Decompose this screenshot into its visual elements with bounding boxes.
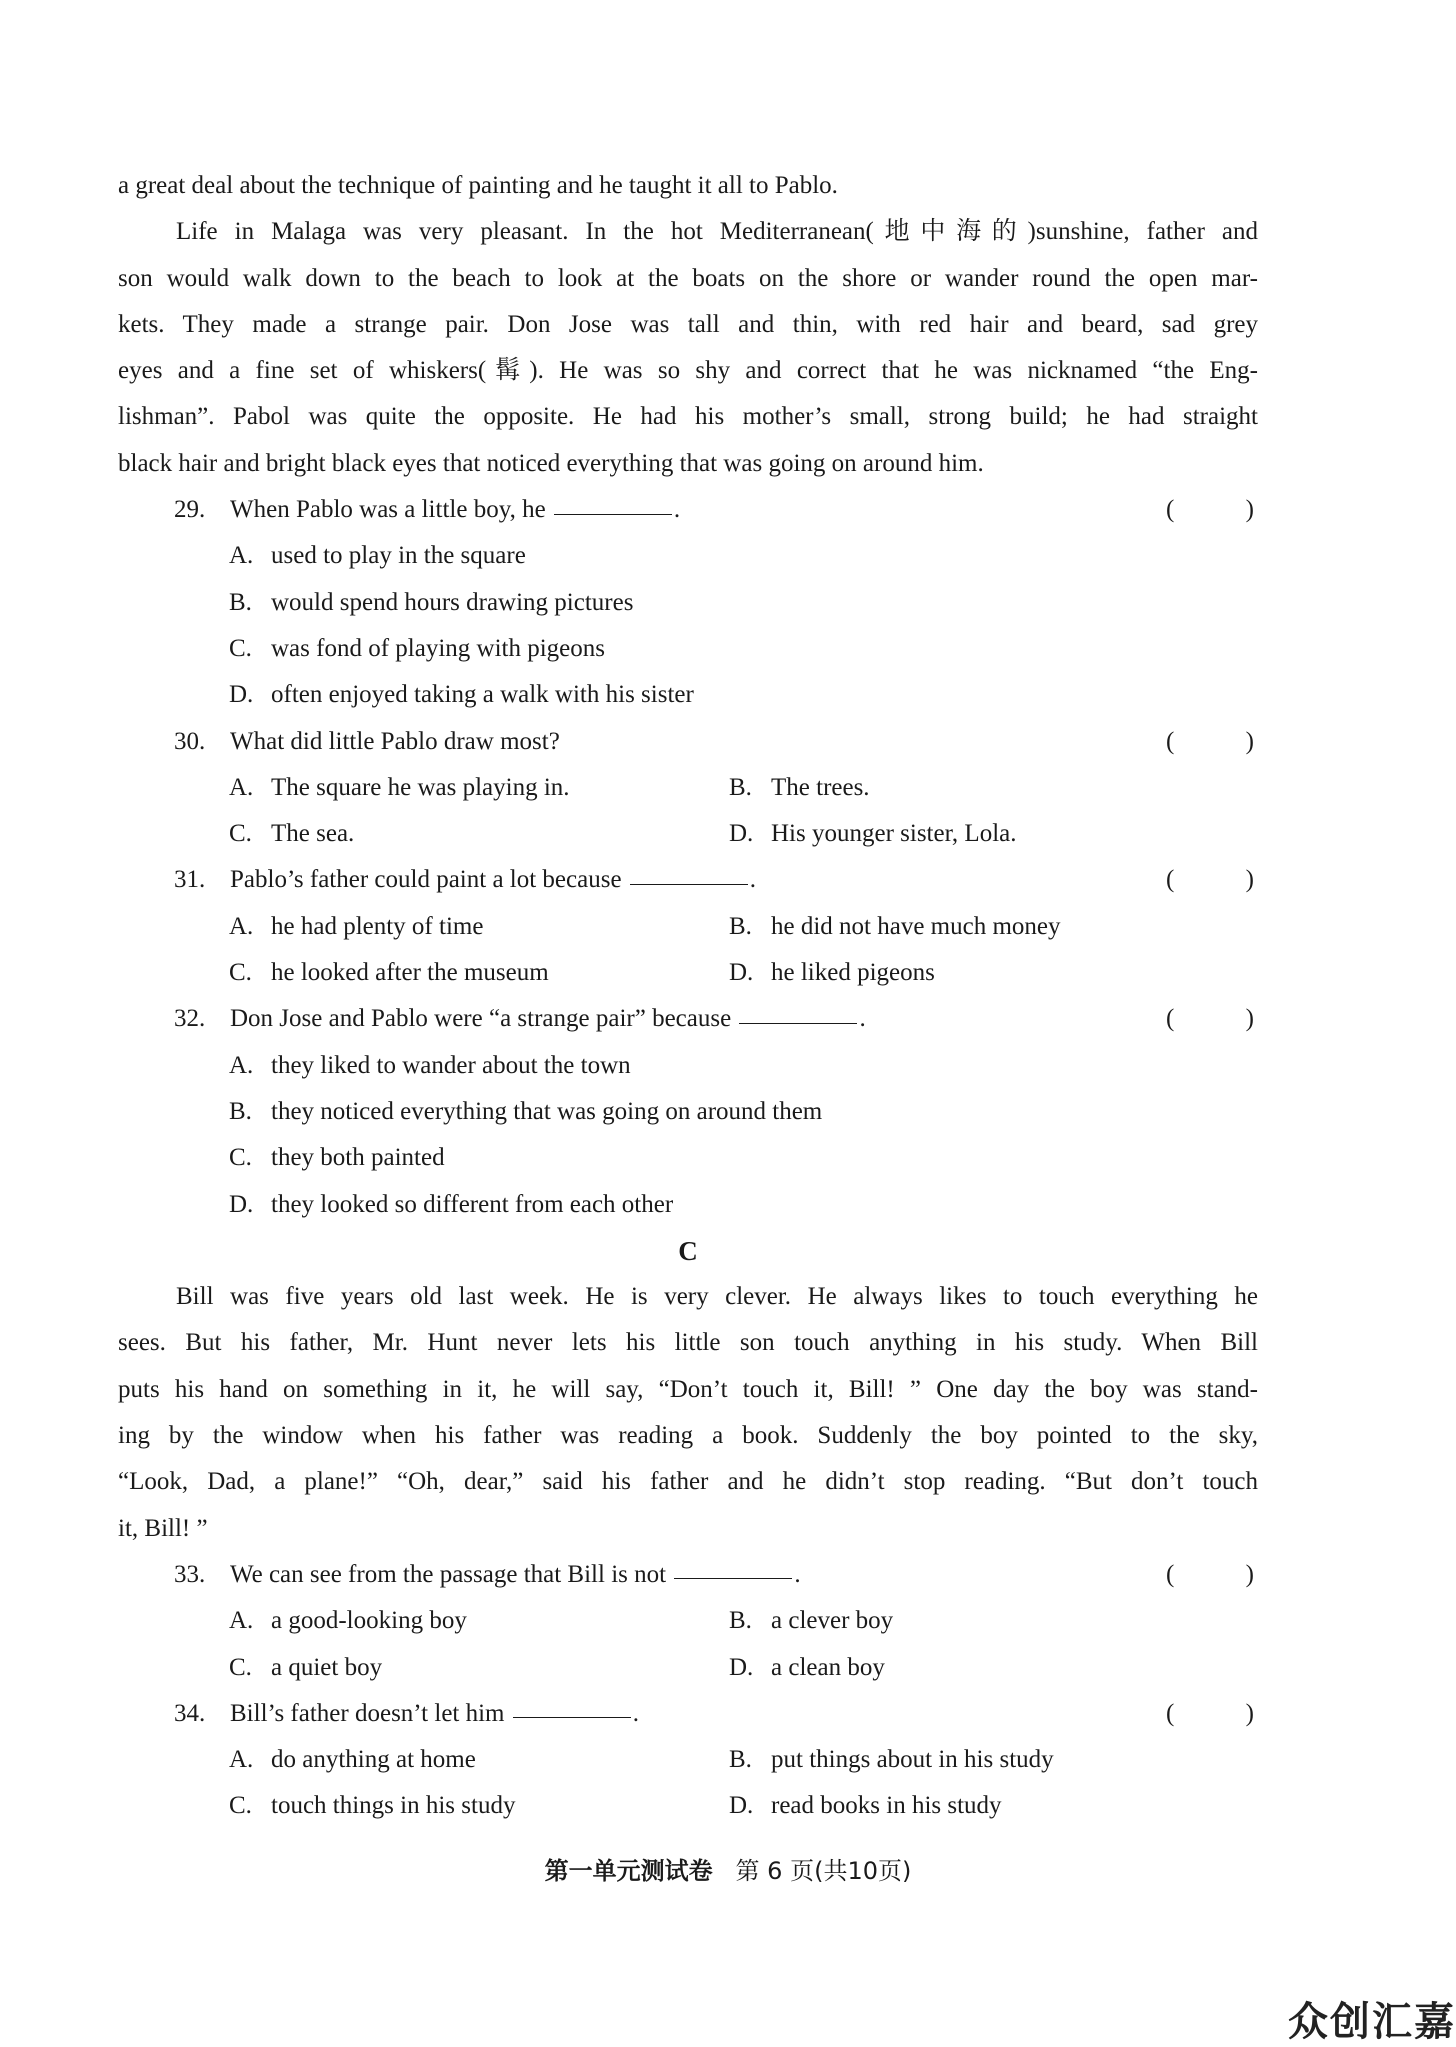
option-c	[229, 950, 549, 996]
option-letter: A.	[229, 912, 254, 940]
option-letter: C.	[229, 1792, 252, 1820]
option-b	[118, 580, 1258, 626]
question-number: 29.	[174, 496, 206, 524]
option-a	[229, 904, 483, 950]
question-end: .	[632, 1699, 639, 1727]
option-b	[729, 904, 1061, 950]
passage-line: ing by the window when his father was reading a book. Suddenly the boy pointed to the sky,	[118, 1422, 1258, 1450]
option-text: The square he was playing in.	[271, 773, 570, 801]
option-text: they liked to wander about the town	[271, 1051, 631, 1079]
bracket-right: )	[1245, 1005, 1254, 1033]
option-row	[118, 1783, 1258, 1829]
option-row	[118, 1737, 1258, 1783]
option-text: read books in his study	[771, 1792, 1002, 1820]
question-34	[174, 1691, 1258, 1737]
option-text: he looked after the museum	[271, 959, 549, 987]
option-c	[229, 1645, 382, 1691]
passage-line: it, Bill! ”	[118, 1514, 208, 1542]
bracket-right: )	[1245, 496, 1254, 524]
option-letter: A.	[229, 1051, 254, 1079]
bracket-left: (	[1166, 727, 1175, 755]
question-end: .	[859, 1005, 866, 1033]
question-stem: Pablo’s father could paint a lot because	[230, 866, 622, 894]
option-text: touch things in his study	[271, 1792, 516, 1820]
question-stem: We can see from the passage that Bill is not	[230, 1560, 667, 1588]
answer-bracket[interactable]	[1166, 719, 1254, 765]
option-text: they both painted	[271, 1144, 445, 1172]
option-text: The trees.	[771, 773, 870, 801]
option-text: he liked pigeons	[771, 959, 935, 987]
option-text: used to play in the square	[271, 542, 526, 570]
question-31	[174, 857, 1258, 903]
option-b	[729, 1598, 893, 1644]
option-a	[118, 1043, 1258, 1089]
option-letter: B.	[729, 1607, 752, 1635]
passage-line: Life in Malaga was very pleasant. In the hot Mediterranean(地中海的)sunshine, father and	[176, 218, 1258, 246]
option-letter: B.	[729, 773, 752, 801]
option-d	[118, 1182, 1258, 1228]
answer-blank[interactable]	[513, 1716, 631, 1718]
question-32	[174, 996, 1258, 1042]
page-footer	[0, 1851, 1456, 1886]
option-row	[118, 1645, 1258, 1691]
question-stem: What did little Pablo draw most?	[230, 727, 560, 755]
bracket-left: (	[1166, 496, 1175, 524]
option-letter: A.	[229, 1607, 254, 1635]
option-c	[229, 811, 354, 857]
watermark-logo: 众创汇嘉	[1288, 1999, 1456, 2045]
option-letter: C.	[229, 634, 252, 662]
question-end: .	[673, 496, 681, 524]
option-text: was fond of playing with pigeons	[271, 634, 605, 662]
option-letter: C.	[229, 820, 252, 848]
option-text: put things about in his study	[771, 1746, 1054, 1774]
option-b	[729, 1737, 1054, 1783]
question-number: 34.	[174, 1699, 206, 1727]
option-c	[229, 1783, 515, 1829]
passage-line: eyes and a fine set of whiskers(髯). He was so shy and correct that he was nicknamed “the Eng-	[118, 357, 1258, 385]
footer-page-prefix: 第	[735, 1857, 760, 1885]
option-letter: A.	[229, 542, 254, 570]
option-text: he had plenty of time	[271, 912, 484, 940]
answer-bracket[interactable]	[1166, 487, 1254, 533]
question-stem: When Pablo was a little boy, he	[230, 496, 546, 524]
option-text: they noticed everything that was going on around them	[271, 1097, 823, 1125]
passage-line: “Look, Dad, a plane!” “Oh, dear,” said his father and he didn’t stop reading. “But don’t touch	[118, 1468, 1258, 1496]
question-stem: Don Jose and Pablo were “a strange pair” because	[230, 1005, 732, 1033]
option-letter: D.	[229, 681, 254, 709]
footer-page-number: 6	[767, 1857, 783, 1885]
bracket-left: (	[1166, 1005, 1175, 1033]
question-33	[174, 1552, 1258, 1598]
option-c	[118, 1135, 1258, 1181]
bracket-left: (	[1166, 1560, 1175, 1588]
option-letter: D.	[729, 1792, 754, 1820]
option-text: a quiet boy	[271, 1653, 383, 1681]
exam-page	[118, 163, 1258, 1830]
answer-blank[interactable]	[630, 883, 748, 885]
option-b	[729, 765, 870, 811]
option-letter: B.	[729, 1746, 752, 1774]
passage-line: black hair and bright black eyes that noticed everything that was going on around him.	[118, 449, 984, 477]
passage-line: a great deal about the technique of painting and he taught it all to Pablo.	[118, 172, 838, 199]
passage-b	[118, 163, 1258, 487]
question-stem: Bill’s father doesn’t let him	[230, 1699, 505, 1727]
option-text: a clean boy	[771, 1653, 885, 1681]
footer-page-suffix: 页(共	[790, 1857, 848, 1885]
passage-line: lishman”. Pabol was quite the opposite. He had his mother’s small, strong build; he had straight	[118, 403, 1258, 431]
option-c	[118, 626, 1258, 672]
answer-bracket[interactable]	[1166, 1552, 1254, 1598]
option-a	[229, 1737, 476, 1783]
option-row	[118, 1598, 1258, 1644]
option-letter: D.	[229, 1190, 254, 1218]
answer-blank[interactable]	[739, 1022, 857, 1024]
option-row	[118, 904, 1258, 950]
option-text: he did not have much money	[771, 912, 1061, 940]
option-d	[118, 672, 1258, 718]
footer-title: 第一单元测试卷	[544, 1857, 713, 1885]
option-text: they looked so different from each other	[271, 1190, 674, 1218]
option-letter: B.	[229, 1097, 252, 1125]
section-title: C	[678, 1235, 698, 1266]
option-d	[729, 950, 935, 996]
passage-line: son would walk down to the beach to look at the boats on the shore or wander round the open mar-	[118, 264, 1258, 292]
question-number: 31.	[174, 866, 206, 894]
option-a	[118, 533, 1258, 579]
option-d	[729, 811, 1016, 857]
option-a	[229, 1598, 467, 1644]
passage-line: kets. They made a strange pair. Don Jose was tall and thin, with red hair and beard, sad grey	[118, 310, 1258, 338]
bracket-right: )	[1245, 727, 1254, 755]
question-30	[174, 719, 1258, 765]
option-letter: C.	[229, 1653, 252, 1681]
answer-blank[interactable]	[554, 513, 672, 515]
option-letter: B.	[229, 588, 252, 616]
passage-line: Bill was five years old last week. He is very clever. He always likes to touch everything he	[176, 1283, 1258, 1311]
option-letter: A.	[229, 773, 254, 801]
answer-bracket[interactable]	[1166, 857, 1254, 903]
passage-c	[118, 1274, 1258, 1552]
option-text: do anything at home	[271, 1746, 476, 1774]
question-number: 30.	[174, 727, 206, 755]
answer-bracket[interactable]	[1166, 1691, 1254, 1737]
option-row	[118, 950, 1258, 996]
option-letter: C.	[229, 959, 252, 987]
answer-blank[interactable]	[674, 1577, 792, 1579]
option-text: The sea.	[271, 820, 355, 848]
question-number: 32.	[174, 1005, 206, 1033]
option-a	[229, 765, 570, 811]
option-letter: D.	[729, 1653, 754, 1681]
option-text: His younger sister, Lola.	[771, 820, 1017, 848]
bracket-right: )	[1245, 1699, 1254, 1727]
passage-line: puts his hand on something in it, he will say, “Don’t touch it, Bill! ” One day the boy was stand-	[118, 1375, 1258, 1403]
bracket-left: (	[1166, 866, 1175, 894]
question-end: .	[794, 1560, 801, 1588]
question-29	[174, 487, 1258, 533]
question-number: 33.	[174, 1560, 206, 1588]
option-row	[118, 811, 1258, 857]
bracket-right: )	[1245, 866, 1254, 894]
option-text: often enjoyed taking a walk with his sister	[271, 681, 694, 709]
answer-bracket[interactable]	[1166, 996, 1254, 1042]
question-end: .	[749, 866, 757, 894]
option-d	[729, 1783, 1002, 1829]
option-text: would spend hours drawing pictures	[271, 588, 634, 616]
option-text: a good-looking boy	[271, 1607, 467, 1635]
option-text: a clever boy	[771, 1607, 894, 1635]
bracket-left: (	[1166, 1699, 1175, 1727]
option-d	[729, 1645, 885, 1691]
footer-total-pages: 10	[847, 1857, 878, 1885]
footer-total-suffix: 页)	[878, 1857, 912, 1885]
passage-line: sees. But his father, Mr. Hunt never lets his little son touch anything in his study. When Bill	[118, 1329, 1258, 1357]
option-letter: A.	[229, 1746, 254, 1774]
option-letter: C.	[229, 1144, 252, 1172]
option-letter: B.	[729, 912, 752, 940]
option-row	[118, 765, 1258, 811]
option-letter: D.	[729, 959, 754, 987]
option-b	[118, 1089, 1258, 1135]
option-letter: D.	[729, 820, 754, 848]
bracket-right: )	[1245, 1560, 1254, 1588]
